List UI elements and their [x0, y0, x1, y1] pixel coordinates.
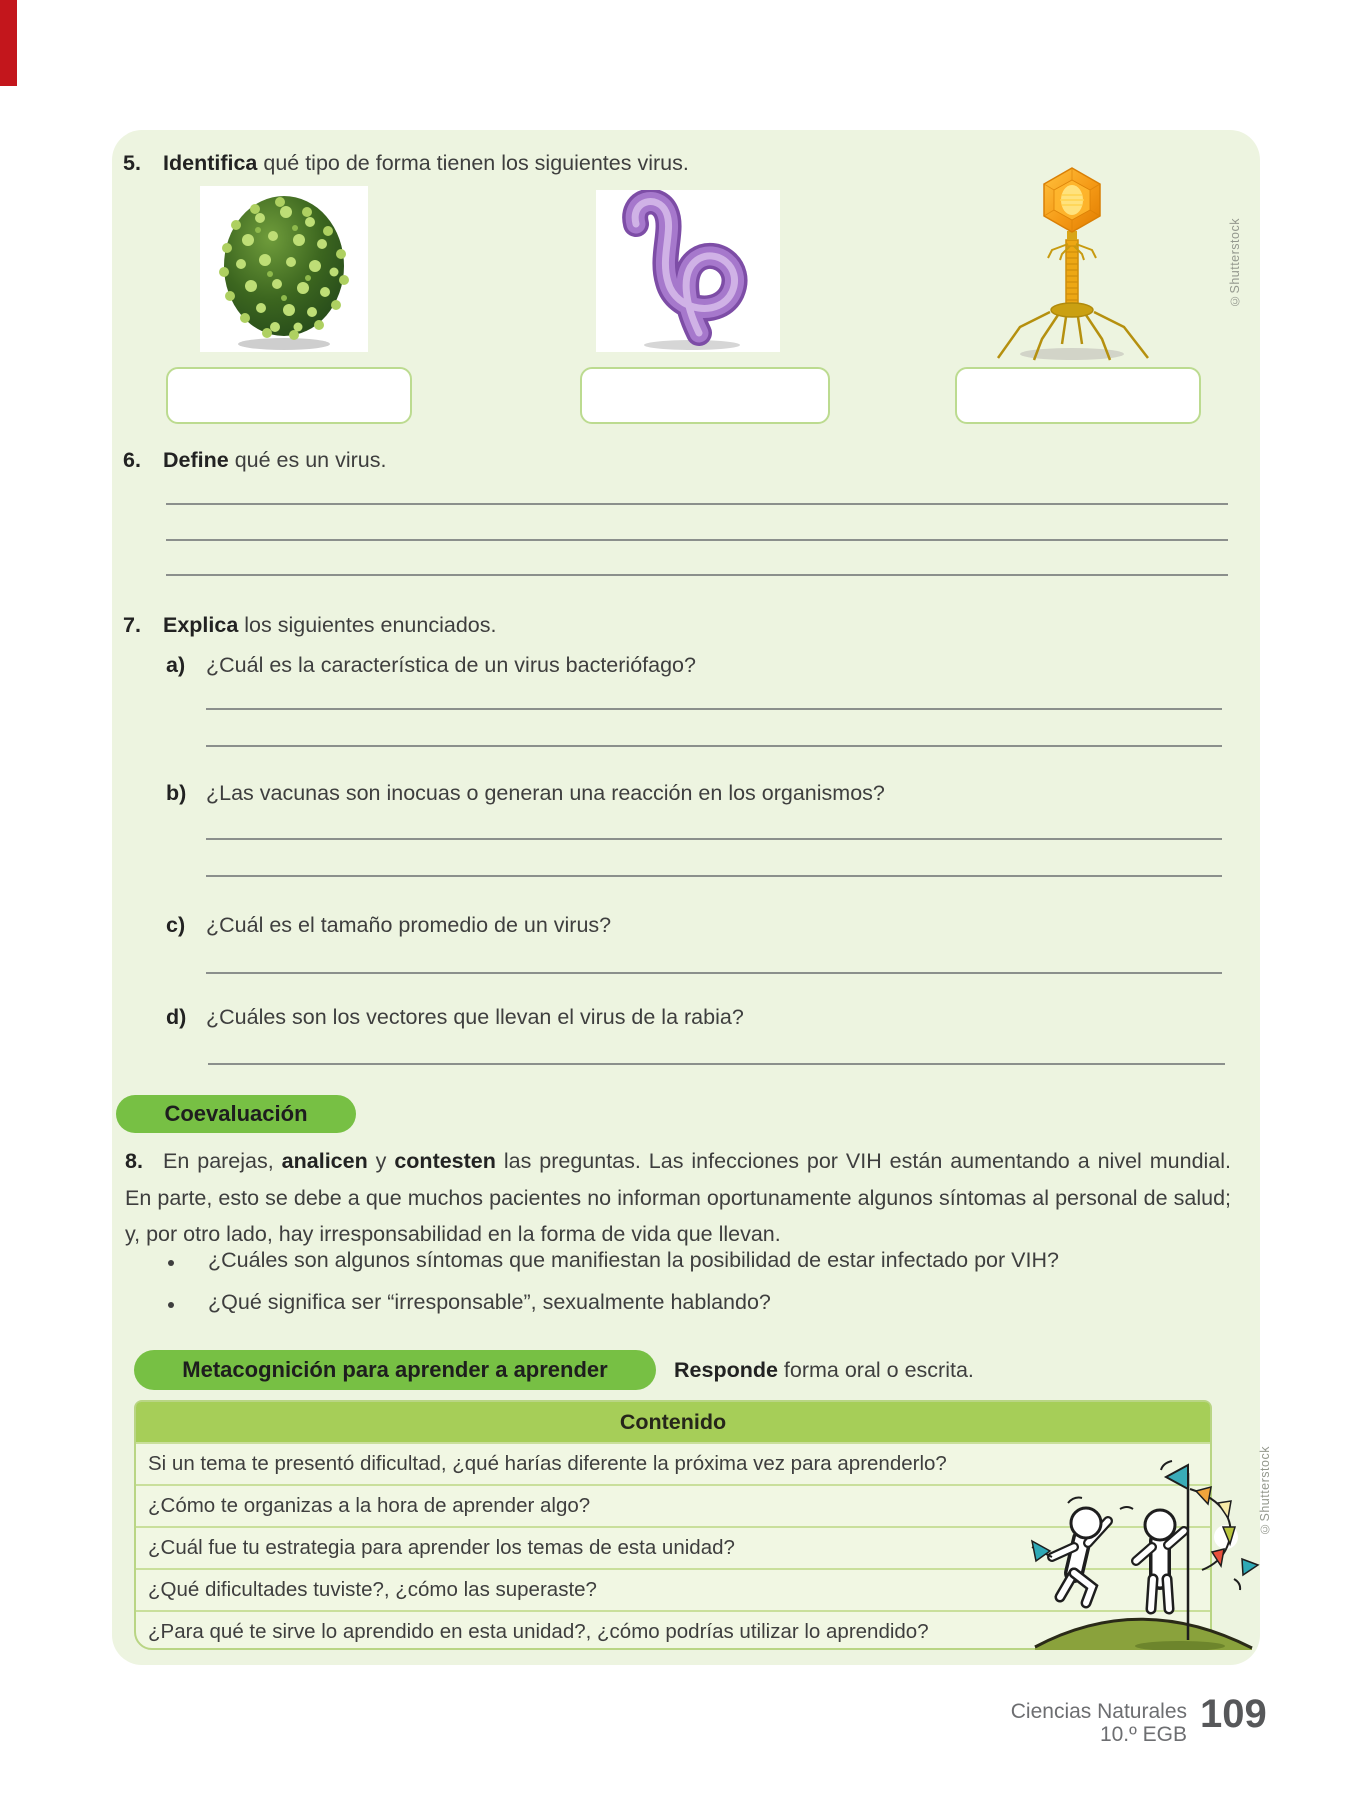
- table-row: ¿Para qué te sirve lo aprendido en esta unidad?, ¿cómo podrías utilizar lo aprendido?: [136, 1610, 1210, 1652]
- bacteriophage-virus-image: [990, 162, 1160, 362]
- answer-line[interactable]: [166, 539, 1228, 541]
- question-8-bold-contesten: contesten: [394, 1149, 496, 1173]
- table-row: Si un tema te presentó dificultad, ¿qué harías diferente la próxima vez para aprenderlo?: [136, 1442, 1210, 1484]
- question-6-number: 6.: [123, 448, 141, 472]
- item-c-label: c): [166, 913, 186, 937]
- question-7-number: 7.: [123, 613, 141, 637]
- bullet-dot: [168, 1302, 174, 1308]
- shutterstock-credit-top: ©Shutterstock: [1228, 218, 1242, 308]
- coevaluacion-badge-label: Coevaluación: [164, 1101, 308, 1126]
- question-6-verb: Define: [163, 448, 229, 472]
- answer-box-virus-2[interactable]: [580, 367, 830, 424]
- question-7-verb: Explica: [163, 613, 239, 637]
- item-a-label: a): [166, 653, 186, 677]
- answer-line[interactable]: [206, 838, 1222, 840]
- helical-virus-image: [596, 190, 780, 352]
- question-6-text: qué es un virus.: [228, 448, 387, 472]
- answer-box-virus-1[interactable]: [166, 367, 412, 424]
- responde-text: forma oral o escrita.: [777, 1358, 974, 1382]
- question-5: [123, 148, 689, 178]
- metacognicion-badge: [134, 1350, 656, 1390]
- question-8-bullet-2: ¿Qué significa ser “irresponsable”, sexualmente hablando?: [208, 1290, 771, 1314]
- footer-grade: 10.º EGB: [1099, 1723, 1187, 1746]
- responde-verb: Responde: [674, 1358, 778, 1382]
- question-8-mid: y: [367, 1149, 395, 1173]
- activities-panel: [112, 130, 1260, 1665]
- item-d-label: d): [166, 1005, 187, 1029]
- page-edge-tab: [0, 0, 17, 86]
- question-8-bold-analicen: analicen: [281, 1149, 368, 1173]
- spherical-virus-image: [200, 186, 368, 352]
- answer-box-virus-3[interactable]: [955, 367, 1201, 424]
- coevaluacion-badge: [116, 1095, 356, 1133]
- question-8: [125, 1143, 1231, 1253]
- table-row: ¿Qué dificultades tuviste?, ¿cómo las superaste?: [136, 1568, 1210, 1610]
- metacognicion-badge-label: Metacognición para aprender a aprender: [182, 1357, 608, 1382]
- table-row: ¿Cómo te organizas a la hora de aprender algo?: [136, 1484, 1210, 1526]
- question-8-pre: En parejas,: [163, 1149, 282, 1173]
- answer-line[interactable]: [206, 708, 1222, 710]
- question-7: [123, 610, 496, 640]
- bullet-dot: [168, 1260, 174, 1266]
- table-header: Contenido: [136, 1402, 1210, 1442]
- item-c-text: ¿Cuál es el tamaño promedio de un virus?: [206, 913, 612, 937]
- question-6: [123, 445, 386, 475]
- footer-subject: Ciencias Naturales: [1010, 1700, 1187, 1723]
- item-b-text: ¿Las vacunas son inocuas o generan una reacción en los organismos?: [206, 781, 885, 805]
- answer-line[interactable]: [208, 1063, 1225, 1065]
- question-8-text: las preguntas. Las infecciones por VIH están aumentando a nivel mundial. En parte, esto se debe a que muchos pacientes no informan oportunamente algunos síntomas al personal de salud; y, por otro lado, hay irresponsabilidad en la forma de vida que llevan.: [125, 1149, 1232, 1246]
- question-5-verb: Identifica: [163, 151, 258, 175]
- answer-line[interactable]: [166, 503, 1228, 505]
- item-a-text: ¿Cuál es la característica de un virus bacteriófago?: [206, 653, 696, 677]
- question-5-number: 5.: [123, 151, 141, 175]
- answer-line[interactable]: [206, 972, 1222, 974]
- page-number: 109: [1200, 1692, 1267, 1736]
- celebration-illustration: [1020, 1445, 1260, 1650]
- item-b-label: b): [166, 781, 187, 805]
- table-row: ¿Cuál fue tu estrategia para aprender los temas de esta unidad?: [136, 1526, 1210, 1568]
- answer-line[interactable]: [166, 574, 1228, 576]
- answer-line[interactable]: [206, 875, 1222, 877]
- answer-line[interactable]: [206, 745, 1222, 747]
- question-7-text: los siguientes enunciados.: [238, 613, 497, 637]
- question-5-text: qué tipo de forma tienen los siguientes virus.: [257, 151, 689, 175]
- item-d-text: ¿Cuáles son los vectores que llevan el virus de la rabia?: [206, 1005, 744, 1029]
- shutterstock-credit-bottom: ©Shutterstock: [1258, 1446, 1272, 1536]
- footer-subject-grade: [1011, 1700, 1187, 1746]
- question-8-bullet-1: ¿Cuáles son algunos síntomas que manifiestan la posibilidad de estar infectado por VIH?: [208, 1248, 1059, 1272]
- metacognicion-instruction: [674, 1358, 974, 1383]
- question-8-number: 8.: [125, 1149, 143, 1173]
